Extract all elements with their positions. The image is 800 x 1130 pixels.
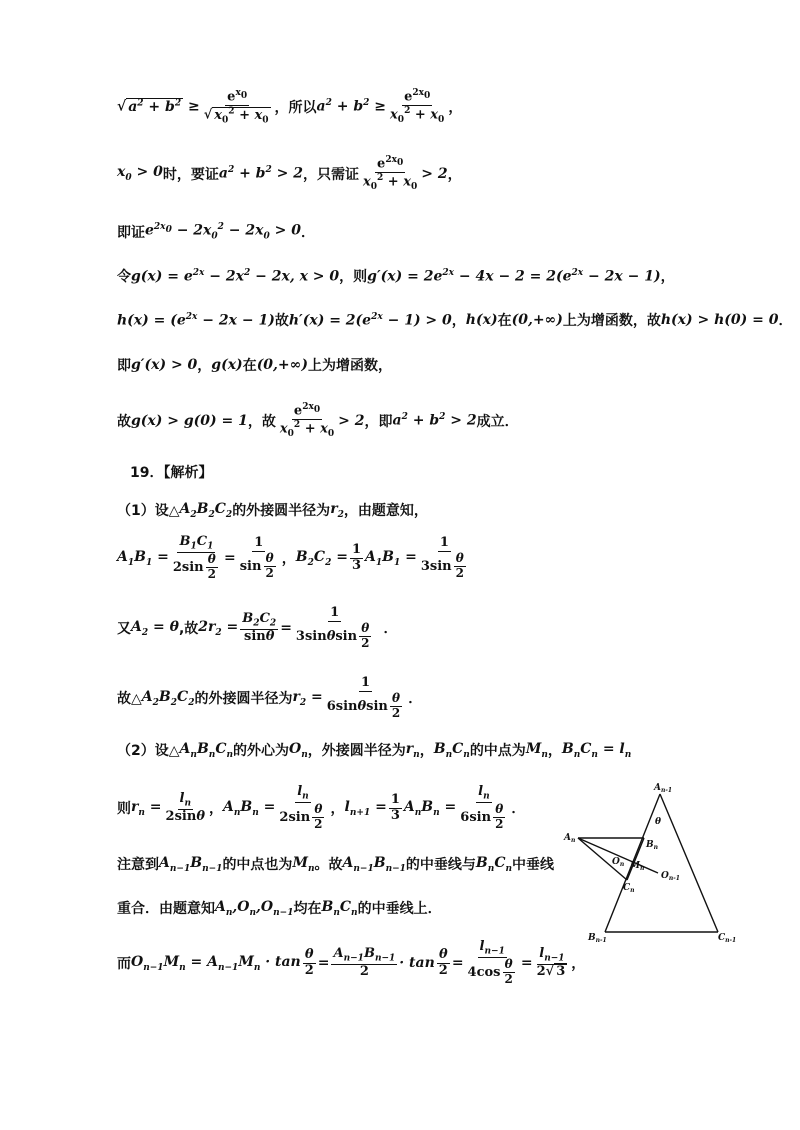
fraction: $l_n$ 6sin $\frac{\theta}{2}$ — [460, 784, 504, 831]
math: $A_2 = \theta$ — [131, 618, 179, 638]
fraction: $\frac{l_n}{2\sin\theta}$ — [165, 790, 205, 824]
text: 在 — [242, 358, 257, 374]
para-7 — [117, 854, 554, 874]
fraction: 1 3sinθsin $\frac{\theta}{2}$ — [295, 605, 370, 650]
math: h(x) > h(0) = 0 — [660, 312, 779, 328]
text: 则 — [117, 801, 131, 818]
line-2 — [117, 155, 462, 193]
para-9 — [117, 940, 585, 987]
fraction: $l_{n-1}$ 4cos $\frac{\theta}{2}$ — [467, 939, 513, 986]
text: ，即 — [364, 413, 393, 430]
math: $A_nB_nC_n$ — [179, 740, 234, 760]
text: 上为增函数，故 — [562, 313, 661, 329]
math: $g(x) = e^{2x} - 2x^2 - 2x$, x > 0 — [131, 267, 340, 285]
text: ，外接圆半径为 — [307, 743, 406, 759]
para-2 — [117, 535, 472, 582]
text: 的中垂线与 — [405, 857, 476, 873]
text: 时，要证 — [162, 166, 219, 183]
math: $a^2 + b^2$ ≥ — [316, 98, 387, 116]
text: 的中点也为 — [222, 857, 293, 873]
math: $h(x) = (e^{2x} - 2x - 1)$ — [117, 311, 275, 329]
math: $B_2C_2$ = — [295, 548, 348, 568]
fraction: $\frac{A_{n-1}B_{n-1}}{2}$ — [333, 945, 396, 979]
text: ， — [419, 743, 434, 759]
line-5 — [117, 310, 792, 330]
math: $r_2$ = — [292, 688, 323, 708]
math: $A_1B_1$ = — [364, 548, 417, 568]
math: = — [520, 955, 533, 972]
math: $A_nB_n$ = — [403, 798, 457, 818]
text: ， — [451, 313, 466, 329]
math: $O_n$ — [289, 740, 308, 760]
label-a-top: $A_{n-1}$ — [654, 783, 673, 794]
text: ． — [778, 313, 793, 329]
text: 19．【解析】 — [130, 465, 213, 481]
text: （1）设△ — [117, 503, 180, 519]
fraction: $\frac{e^{2x_0}}{x_0^2 + x_0}$ — [279, 402, 335, 440]
text: 的中点为 — [469, 743, 526, 759]
math: = — [223, 550, 236, 567]
text: ． — [301, 225, 316, 241]
text: ， — [208, 801, 223, 818]
math: g(x) > g(0) = 1 — [131, 412, 248, 429]
text: 故 — [117, 413, 131, 430]
text: ， — [281, 551, 296, 568]
math: > 2 — [338, 412, 365, 429]
label-an: $A_n$ — [564, 833, 576, 844]
fraction: $l_n$ 2sin $\frac{\theta}{2}$ — [279, 784, 323, 831]
fraction: 1 6sinθsin $\frac{\theta}{2}$ — [326, 675, 401, 720]
text: 均在 — [293, 901, 322, 917]
text: 的外接圆半径为 — [232, 503, 331, 519]
para-3 — [117, 606, 397, 651]
text: ， — [447, 166, 462, 183]
text: 而 — [117, 956, 131, 973]
math: $A_2B_2C_2$ — [141, 688, 195, 708]
fraction: $\frac{\theta}{2}$ — [304, 946, 314, 978]
math: = — [317, 955, 330, 972]
math: > 2 — [421, 165, 448, 182]
para-1 — [117, 500, 428, 520]
math: $B_nC_n = l_n$ — [561, 740, 632, 760]
text: ，故 — [247, 413, 276, 430]
text: 即 — [117, 358, 131, 374]
label-theta: θ — [655, 817, 662, 827]
text: 上为增函数， — [307, 358, 392, 374]
fraction: $B_1C_1$ 2sin $\frac{\theta}{2}$ — [172, 534, 216, 581]
edge-right — [660, 794, 718, 932]
label-on: $O_n$ — [612, 857, 625, 868]
math: $A_1B_1$ = — [117, 548, 169, 568]
text: ，所以 — [274, 99, 317, 116]
text: ， — [197, 358, 212, 374]
line-3 — [117, 222, 315, 242]
text: 的中垂线上． — [357, 901, 442, 917]
math: $r_2$ — [330, 500, 344, 520]
fraction: $\frac{1}{3}$ — [390, 791, 400, 823]
text: 的外接圆半径为 — [194, 691, 293, 708]
label-cn: $C_n$ — [623, 883, 635, 894]
math: $x_0 > 0$ — [117, 164, 163, 184]
math: $a^2 + b^2 > 2$ — [218, 165, 303, 183]
fraction: 1 sin $\frac{\theta}{2}$ — [239, 535, 274, 580]
label-bn: $B_n$ — [646, 840, 658, 851]
math: $A_nB_n$ = — [222, 798, 276, 818]
math: $a^2 + b^2 > 2$ — [392, 412, 477, 430]
text: 成立． — [476, 413, 519, 430]
text: 的外心为 — [233, 743, 290, 759]
math: $M_n$ — [292, 854, 315, 874]
text: 。故 — [314, 857, 343, 873]
para-8 — [117, 898, 442, 918]
math: $A_n,O_n,O_{n-1}$ — [215, 898, 294, 918]
text: ． — [511, 801, 526, 818]
text: ． — [408, 691, 423, 708]
para-6 — [117, 785, 525, 832]
text: 在 — [497, 313, 512, 329]
math: $A_{n-1}B_{n-1}$ — [342, 854, 406, 874]
math: $B_nC_n$ — [433, 740, 470, 760]
math: $B_nC_n$ — [475, 854, 513, 874]
text: 故 — [274, 313, 289, 329]
math: $2r_2$ = — [198, 618, 239, 638]
text: ，由题意知， — [343, 503, 428, 519]
text: ， — [448, 99, 463, 116]
math: $B_nC_n$ — [321, 898, 358, 918]
math: g(x) — [211, 357, 243, 373]
text: ， — [547, 743, 562, 759]
math: $l_{n+1}$ = — [344, 798, 387, 818]
text: ,故 — [178, 621, 199, 638]
text: 又 — [117, 621, 131, 638]
math: (0,+∞) — [256, 357, 308, 373]
text: 注意到 — [117, 857, 159, 873]
text: 即证 — [117, 225, 145, 241]
math: (0,+∞) — [511, 312, 563, 328]
label-mn: $M_n$ — [630, 861, 645, 872]
text: ， — [660, 269, 675, 285]
label-c-bottom: $C_{n-1}$ — [718, 933, 737, 944]
math: $O_{n-1}M_n = A_{n-1}M_n \cdot \tan$ — [131, 953, 301, 973]
text: ． — [383, 621, 398, 638]
label-b-bottom: $B_{n-1}$ — [588, 933, 607, 944]
math: g′(x) > 0 — [131, 357, 198, 373]
text: 令 — [117, 269, 131, 285]
math: $M_n$ — [525, 740, 548, 760]
math: $r_n$ — [405, 740, 420, 760]
math: $e^{2x_0} - 2x_0^2 - 2x_0 > 0$ — [145, 222, 302, 242]
fraction: 1 3sin $\frac{\theta}{2}$ — [420, 535, 464, 580]
fraction: $\frac{B_2C_2}{\sin\theta}$ — [242, 610, 277, 644]
para-4 — [117, 676, 422, 721]
fraction: $\frac{l_{n-1}}{2√ 3}$ — [536, 945, 566, 979]
math: h(x) — [465, 312, 498, 328]
text: ， — [571, 956, 586, 973]
fraction: $\frac{e^{2x_0}}{x_0^2 + x_0}$ — [362, 155, 418, 193]
fraction: $\frac{1}{3}$ — [351, 541, 361, 573]
text: ，只需证 — [302, 166, 359, 183]
text: 故△ — [117, 691, 142, 708]
line-1 — [117, 88, 462, 126]
text: ，则 — [339, 269, 368, 285]
fraction: $\frac{e^{x_0}}{√ x_0^2 + x_0}$ — [203, 88, 269, 126]
line-4 — [117, 266, 675, 286]
math: $g'(x) = 2e^{2x} - 4x - 2 = 2(e^{2x} - 2x - 1)$ — [367, 267, 661, 285]
edge-bn-cn — [627, 838, 644, 880]
question-heading — [130, 462, 212, 482]
text: （2）设△ — [117, 743, 180, 759]
math: √ $a^2 + b^2$ ≥ — [117, 98, 200, 116]
math: $A_2B_2C_2$ — [179, 500, 233, 520]
text: 中垂线 — [512, 857, 555, 873]
math: $r_n$ = — [131, 798, 162, 818]
para-5 — [117, 740, 631, 760]
text: ， — [330, 801, 345, 818]
math: = — [280, 620, 292, 637]
fraction: $\frac{\theta}{2}$ — [438, 946, 448, 978]
math: · tan — [399, 955, 435, 972]
math: $A_{n-1}B_{n-1}$ — [159, 854, 223, 874]
label-on1: $O_{n-1}$ — [661, 871, 680, 882]
text: 重合．由题意知 — [117, 901, 215, 917]
line-7 — [117, 402, 519, 440]
line-6 — [117, 355, 392, 375]
math: = — [451, 955, 464, 972]
fraction: $\frac{e^{2x_0}}{x_0^2 + x_0}$ — [390, 88, 445, 126]
math: $h'(x) = 2(e^{2x} - 1) > 0$ — [288, 311, 452, 329]
triangle-figure — [560, 780, 750, 950]
